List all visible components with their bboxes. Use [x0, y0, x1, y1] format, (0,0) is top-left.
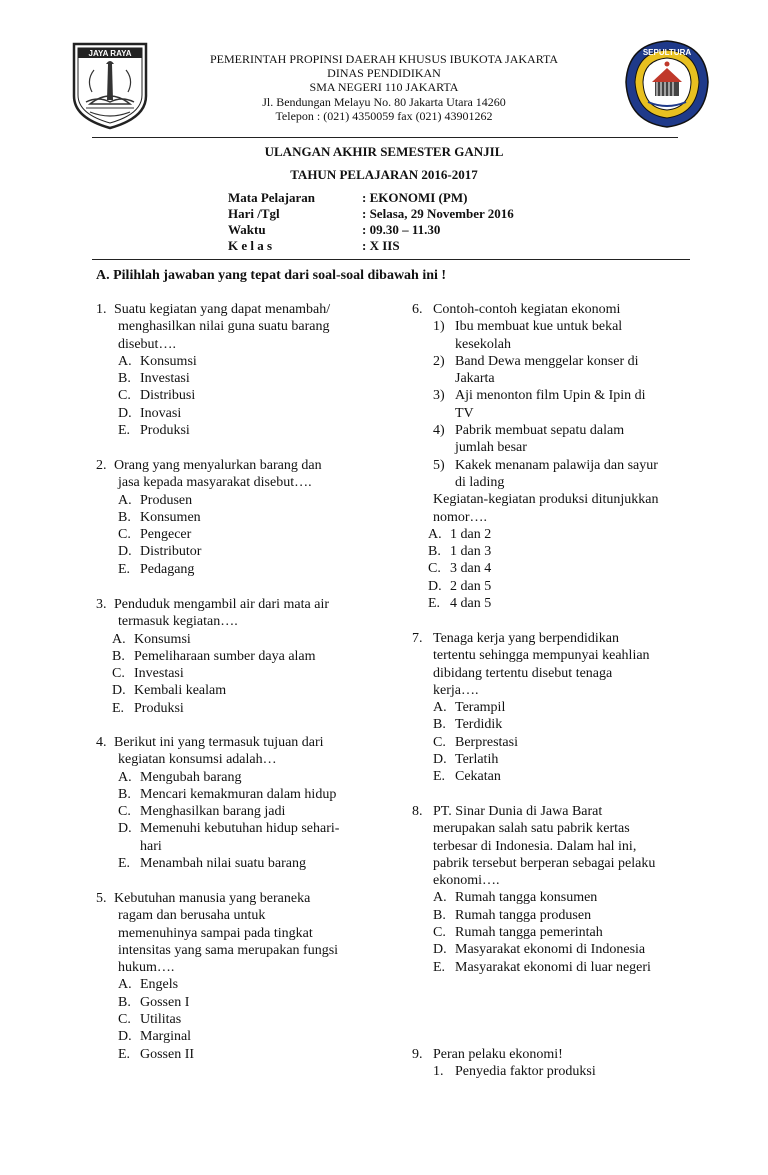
question-text: hukum…. [118, 960, 175, 976]
info-label: Hari /Tgl [228, 206, 280, 221]
exam-title: ULANGAN AKHIR SEMESTER GANJIL [264, 144, 504, 159]
answer-option[interactable]: A. Engels [118, 977, 179, 993]
question-text: Orang yang menyalurkan barang dan [114, 458, 322, 473]
answer-option[interactable]: B. Konsumen [118, 509, 201, 525]
question-text: kegiatan konsumsi adalah… [118, 752, 277, 768]
question-text: Penduduk mengambil air dari mata air [114, 597, 329, 612]
answer-option[interactable]: B. Investasi [118, 371, 190, 387]
question-7 [412, 630, 650, 786]
question-2 [96, 457, 322, 578]
answer-option[interactable]: E. Produksi [112, 700, 184, 716]
question-number: 2. [96, 458, 107, 473]
answer-option[interactable]: E. Menambah nilai suatu barang [118, 856, 307, 872]
question-text: Suatu kegiatan yang dapat menambah/ [114, 302, 331, 317]
question-text: kerja…. [433, 682, 479, 698]
question-text: Contoh-contoh kegiatan ekonomi [433, 302, 621, 317]
question-text: Tenaga kerja yang berpendidikan [433, 631, 619, 646]
question-text: intensitas yang sama merupakan fungsi [118, 942, 339, 958]
answer-option[interactable]: A. Mengubah barang [118, 769, 242, 785]
info-value: : X IIS [362, 238, 400, 253]
section-divider [92, 259, 690, 260]
answer-option[interactable]: E. Cekatan [433, 769, 501, 785]
answer-option[interactable]: E. Masyarakat ekonomi di luar negeri [433, 959, 651, 975]
answer-option[interactable]: B. Mencari kemakmuran dalam hidup [118, 786, 337, 802]
letterhead-address: Jl. Bendungan Melayu No. 80 Jakarta Utara 14260 [262, 95, 506, 109]
section-a-instruction: A. Pilihlah jawaban yang tepat dari soal-soal dibawah ini ! [96, 268, 447, 283]
example-item: 1. Penyedia faktor produksi [433, 1064, 596, 1080]
question-number: 1. [96, 302, 107, 317]
example-item: 3) Aji menonton film Upin & Ipin di [433, 388, 646, 404]
info-label: Mata Pelajaran [228, 190, 316, 205]
answer-option[interactable]: B. 1 dan 3 [428, 544, 492, 560]
letterhead-government: PEMERINTAH PROPINSI DAERAH KHUSUS IBUKOTA JAKARTA [209, 52, 559, 66]
question-text: merupakan salah satu pabrik kertas [433, 821, 630, 837]
answer-option[interactable]: E. Produksi [118, 423, 190, 439]
question-text: Kebutuhan manusia yang beraneka [114, 891, 311, 906]
answer-option[interactable]: A. Terampil [433, 700, 506, 716]
question-number: 8. [412, 804, 423, 819]
question-text: Peran pelaku ekonomi! [433, 1047, 563, 1062]
example-item: TV [455, 405, 474, 421]
example-item: kesekolah [455, 336, 511, 352]
question-text: Berikut ini yang termasuk tujuan dari [114, 735, 324, 750]
letterhead-phone: Telepon : (021) 4350059 fax (021) 43901262 [275, 109, 493, 123]
info-value: : Selasa, 29 November 2016 [362, 206, 514, 221]
question-6 [412, 301, 659, 612]
answer-option[interactable]: C. 3 dan 4 [428, 561, 492, 577]
question-text: ragam dan berusaha untuk [118, 908, 266, 924]
answer-option[interactable]: D. Inovasi [118, 405, 182, 421]
answer-option[interactable]: D. 2 dan 5 [428, 578, 492, 594]
answer-option[interactable]: C. Pengecer [118, 527, 192, 543]
question-8 [412, 803, 655, 976]
question-number: 7. [412, 631, 423, 646]
info-value: : EKONOMI (PM) [362, 190, 468, 205]
right-logo-text: SEPULTURA [642, 48, 692, 57]
answer-option[interactable]: C. Distribusi [118, 388, 196, 404]
question-text: nomor…. [433, 509, 488, 525]
answer-option[interactable]: B. Rumah tangga produsen [433, 907, 592, 923]
question-text: dibidang tertentu disebut tenaga [433, 665, 613, 681]
answer-option[interactable]: D. Marginal [118, 1029, 192, 1045]
answer-option[interactable]: C. Utilitas [118, 1012, 182, 1028]
left-logo-text: JAYA RAYA [88, 49, 132, 58]
answer-option[interactable]: A. Rumah tangga konsumen [433, 890, 598, 906]
question-text: tertentu sehingga mempunyai keahlian [433, 648, 650, 664]
question-text: disebut…. [118, 336, 176, 352]
answer-option[interactable]: A. 1 dan 2 [428, 526, 492, 542]
letterhead-department: DINAS PENDIDIKAN [327, 66, 441, 80]
answer-option[interactable]: D. Kembali kealam [112, 683, 227, 699]
question-text: jasa kepada masyarakat disebut…. [118, 475, 312, 491]
question-number: 3. [96, 597, 107, 612]
answer-option[interactable]: C. Menghasilkan barang jadi [118, 804, 286, 820]
answer-option[interactable]: C. Investasi [112, 666, 184, 682]
question-text: memenuhinya sampai pada tingkat [118, 925, 313, 941]
example-item: 1) Ibu membuat kue untuk bekal [433, 319, 623, 335]
question-text: pabrik tersebut berperan sebagai pelaku [433, 855, 656, 871]
answer-option[interactable]: D. Masyarakat ekonomi di Indonesia [433, 942, 646, 958]
question-text: ekonomi…. [433, 873, 500, 889]
info-label: Waktu [228, 222, 266, 237]
question-5 [96, 890, 338, 1063]
answer-option-continuation: hari [140, 838, 162, 854]
answer-option[interactable]: A. Konsumsi [112, 631, 191, 647]
exam-info-labels [228, 190, 315, 254]
answer-option[interactable]: C. Berprestasi [433, 734, 518, 750]
question-number: 9. [412, 1047, 423, 1062]
answer-option[interactable]: C. Rumah tangga pemerintah [433, 925, 603, 941]
question-3 [96, 596, 329, 717]
question-text: termasuk kegiatan…. [118, 614, 238, 630]
example-item: Jakarta [455, 371, 495, 387]
question-number: 6. [412, 302, 423, 317]
question-text: PT. Sinar Dunia di Jawa Barat [433, 804, 603, 819]
example-item: 5) Kakek menanam palawija dan sayur [433, 457, 658, 473]
question-text: menghasilkan nilai guna suatu barang [118, 319, 330, 335]
example-item: jumlah besar [455, 440, 527, 456]
question-9 [412, 1046, 596, 1081]
question-text: terbesar di Indonesia. Dalam hal ini, [433, 838, 637, 854]
letterhead-school: SMA NEGERI 110 JAKARTA [309, 80, 459, 94]
question-text: Kegiatan-kegiatan produksi ditunjukkan [433, 492, 659, 508]
exam-info-values [362, 190, 514, 254]
answer-option[interactable]: D. Terlatih [433, 752, 499, 768]
answer-option[interactable]: D. Distributor [118, 544, 202, 560]
question-number: 5. [96, 891, 107, 906]
example-item: di lading [455, 474, 505, 490]
answer-option[interactable]: D. Memenuhi kebutuhan hidup sehari- [118, 821, 340, 837]
answer-option[interactable]: E. Gossen II [118, 1046, 195, 1062]
question-4 [96, 734, 339, 872]
info-value: : 09.30 – 11.30 [362, 222, 441, 237]
question-number: 4. [96, 735, 107, 750]
answer-option[interactable]: A. Konsumsi [118, 353, 197, 369]
answer-option[interactable]: B. Gossen I [118, 994, 190, 1010]
example-item: 2) Band Dewa menggelar konser di [433, 353, 639, 369]
info-label: K e l a s [228, 238, 273, 253]
answer-option[interactable]: B. Terdidik [433, 717, 503, 733]
answer-option[interactable]: A. Produsen [118, 492, 193, 508]
question-1 [96, 301, 330, 439]
exam-year: TAHUN PELAJARAN 2016-2017 [290, 167, 478, 182]
example-item: 4) Pabrik membuat sepatu dalam [433, 423, 625, 439]
answer-option[interactable]: E. Pedagang [118, 561, 195, 577]
answer-option[interactable]: B. Pemeliharaan sumber daya alam [112, 648, 316, 664]
answer-option[interactable]: E. 4 dan 5 [428, 596, 492, 612]
letterhead-divider [92, 137, 678, 138]
